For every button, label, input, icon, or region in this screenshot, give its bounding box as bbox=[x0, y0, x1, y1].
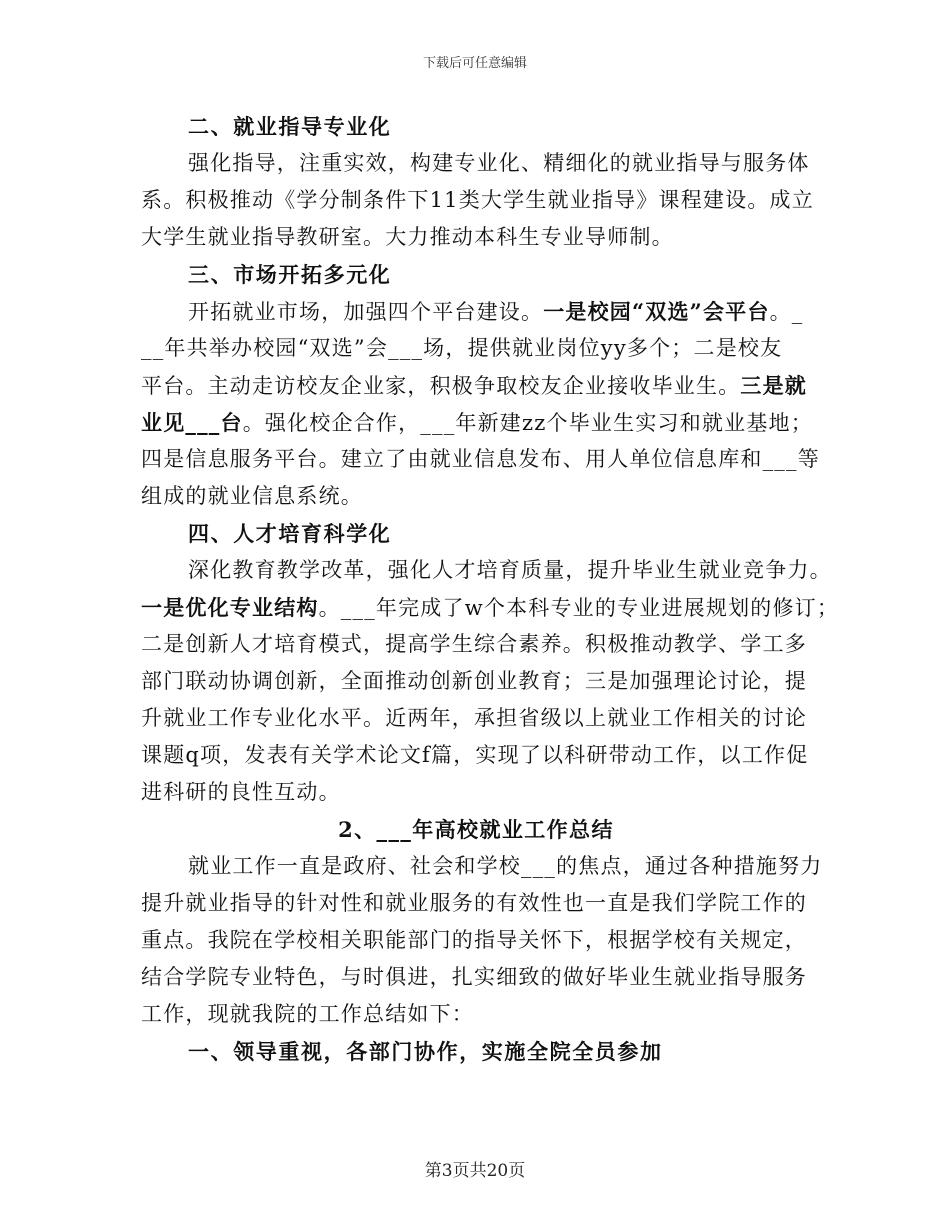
paragraph-line: 系。积极推动《学分制条件下11类大学生就业指导》课程建设。成立 bbox=[141, 188, 814, 212]
paragraph-line: 提升就业指导的针对性和就业服务的有效性也一直是我们学院工作的 bbox=[141, 891, 807, 915]
paragraph-line: 进科研的良性互动。 bbox=[141, 780, 341, 804]
bold-phrase: 一是校园“双选”会平台 bbox=[543, 299, 770, 324]
section-heading-4: 四、人才培育科学化 bbox=[188, 521, 392, 546]
bold-phrase: 业见___台 bbox=[141, 410, 243, 435]
section-heading-2: 二、就业指导专业化 bbox=[188, 114, 392, 139]
paragraph-line: 大学生就业指导教研室。大力推动本科生专业导师制。 bbox=[141, 225, 674, 249]
paragraph-line: __年共举办校园“双选”会___场，提供就业岗位yy多个；二是校友 bbox=[141, 336, 783, 360]
paragraph-line: 深化教育教学改革，强化人才培育质量，提升毕业生就业竞争力。 bbox=[188, 558, 832, 582]
section-heading-1: 一、领导重视，各部门协作，实施全院全员参加 bbox=[188, 1039, 663, 1064]
document-body bbox=[141, 108, 840, 1070]
paragraph-line: 部门联动协调创新，全面推动创新创业教育；三是加强理论讨论，提 bbox=[141, 669, 807, 693]
paragraph-line: 组成的就业信息系统。 bbox=[141, 484, 363, 508]
document-section-title: 2、___年高校就业工作总结 bbox=[338, 817, 614, 842]
paragraph-line: 就业工作一直是政府、社会和学校___的焦点，通过各种措施努力 bbox=[188, 854, 823, 878]
paragraph-line: 平台。主动走访校友企业家，积极争取校友企业接收毕业生。三是就 bbox=[141, 373, 808, 398]
paragraph-line: 强化指导，注重实效，构建专业化、精细化的就业指导与服务体 bbox=[188, 151, 810, 175]
paragraph-line: 开拓就业市场，加强四个平台建设。一是校园“双选”会平台。_ bbox=[188, 299, 804, 324]
paragraph-line: 结合学院专业特色，与时俱进，扎实细致的做好毕业生就业指导服务 bbox=[141, 965, 807, 989]
paragraph-line: 四是信息服务平台。建立了由就业信息发布、用人单位信息库和___等 bbox=[141, 447, 820, 471]
page-number: 第3页共20页 bbox=[424, 1161, 526, 1181]
paragraph-line: 二是创新人才培育模式，提高学生综合素养。积极推动教学、学工多 bbox=[141, 632, 807, 656]
paragraph-line: 一是优化专业结构。___年完成了w个本科专业的专业进展规划的修订； bbox=[141, 595, 840, 620]
paragraph-line: 课题q项，发表有关学术论文f篇，实现了以科研带动工作，以工作促 bbox=[141, 743, 809, 767]
bold-phrase: 三是就 bbox=[740, 373, 808, 398]
section-heading-3: 三、市场开拓多元化 bbox=[188, 262, 392, 287]
paragraph-line: 工作，现就我院的工作总结如下： bbox=[141, 1002, 474, 1026]
page-header: 下载后可任意编辑 bbox=[422, 56, 527, 71]
paragraph-line: 重点。我院在学校相关职能部门的指导关怀下，根据学校有关规定， bbox=[141, 928, 807, 952]
paragraph-line: 升就业工作专业化水平。近两年，承担省级以上就业工作相关的讨论 bbox=[141, 706, 807, 730]
paragraph-line: 业见___台。强化校企合作，___年新建zz个毕业生实习和就业基地； bbox=[141, 410, 813, 435]
bold-phrase: 一是优化专业结构 bbox=[141, 595, 319, 620]
